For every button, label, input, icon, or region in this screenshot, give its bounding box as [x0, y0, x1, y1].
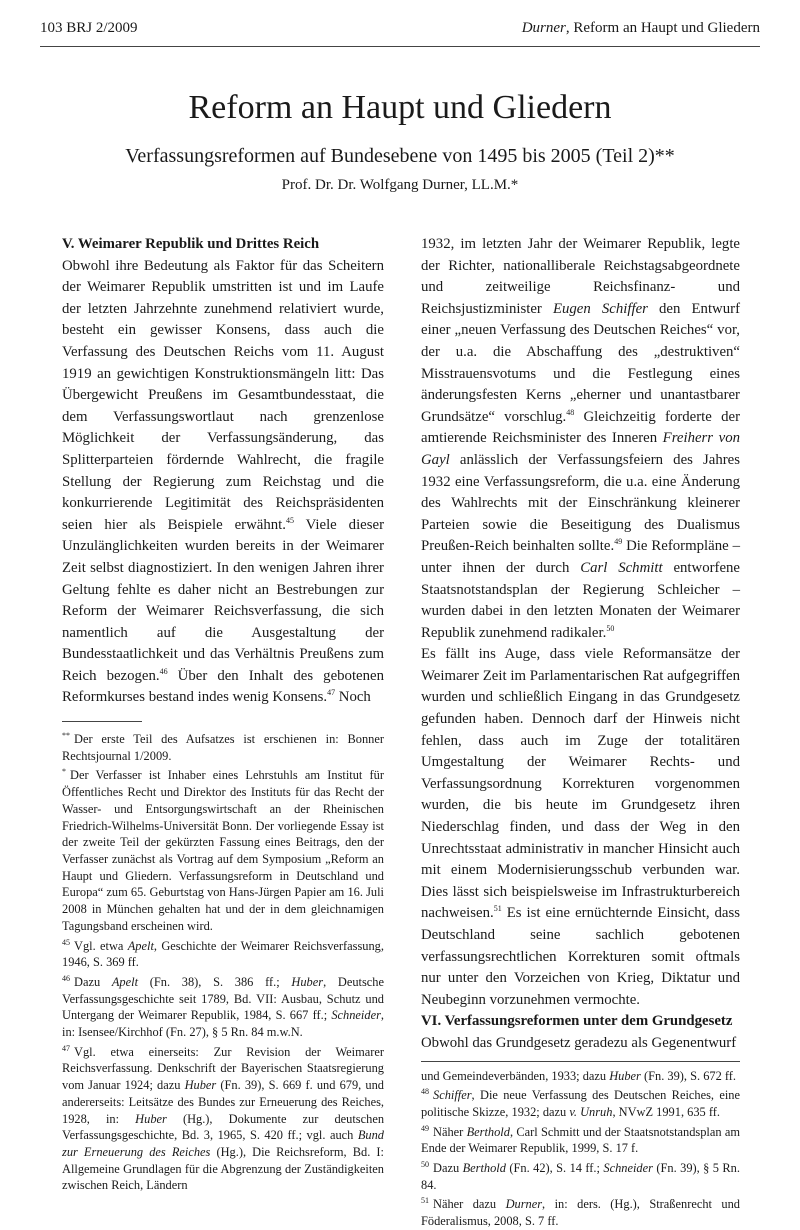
footnote: ** Der erste Teil des Aufsatzes ist erschienen in: Bonner Rechtsjournal 1/2009.: [62, 731, 384, 763]
name-schmitt: Carl Schmitt: [580, 559, 663, 576]
footnote-ref[interactable]: 48: [566, 407, 575, 417]
section-heading-vi: VI. Verfassungsreformen unter dem Grundgesetz: [421, 1013, 733, 1030]
footnote-49: $^{49}$ Näher Berthold, Carl Schmitt und der Staatsnotstandsplan am Ende der Weimarer Republik, 1999, S. 17 f.: [421, 1123, 740, 1156]
name-gayl: Freiherr von Gayl: [421, 430, 740, 468]
footnote-50: $^{50}$ Dazu Berthold (Fn. 42), S. 14 ff.; Schneider (Fn. 39), § 5 Rn. 84.: [421, 1160, 740, 1192]
footnote-ref[interactable]: 49: [614, 537, 623, 547]
body-paragraph-1: Obwohl ihre Bedeutung als Faktor für das Scheitern der Weimarer Republik umstritten ist und im Laufe der letzten Jahrzehnte zunehmend relativiert wurde, besteht ein gewisser Konsens, dass auch die Verfassung des Deutschen Reichs vom 11. August 1919 an gewichtigen Konstruktionsmängeln litt: Das Übergewicht Preußens im Gesamtbundesstaat, die dem Verfassungswortlaut nach grenzenlose Möglichkeit der Verfassungsänderung, das Splitterparteien fördernde Wahlrecht, die fragile Stellung der Regierung zum Reichstag und die konkurrierende Legitimität des Reichspräsidenten seien hier als Beispiele erwähnt.$^{45}$ Viele dieser Unzulänglichkeiten wurden bereits in der Weimarer Zeit selbst diagnostiziert. In den wenigen Jahren ihrer Geltung fehlte es daher nicht an Bestrebungen zur Reform der Weimarer Reichsverfassung, die sich namentlich auf die Ausgestaltung der Bundesstaatlichkeit und das Verhältnis Preußens zum Reich bezogen.$^{46}$ Über den Inhalt des gebotenen Reformkurses bestand indes wenig Konsens.$^{47}$ Noch: [62, 257, 384, 706]
footnote-ref[interactable]: 47: [327, 688, 336, 698]
header-short-title: , Reform an Haupt und Gliedern: [565, 20, 760, 36]
header-article: [522, 20, 760, 37]
footnote-rule: [62, 721, 142, 722]
footnote-51: $^{51}$ Näher dazu Durner, in: ders. (Hg.), Straßenrecht und Föderalismus, 2008, S. 7 ff.: [421, 1196, 740, 1229]
footnote-rule: [421, 1061, 740, 1062]
footnote-47-cont: und Gemeindeverbänden, 1933; dazu Huber (Fn. 39), S. 672 ff.: [421, 1068, 737, 1083]
footnote-ref[interactable]: 50: [606, 623, 615, 633]
header-author: Durner: [521, 20, 566, 36]
footnote: * Der Verfasser ist Inhaber eines Lehrstuhls am Institut für Öffentliches Recht und Direktor des Instituts für das Recht der Wasser- und Entsorgungswirtschaft an der Rheinischen Friedrich-Wilhelms-Universität Bonn. Der vorliegende Essay ist der zweite Teil der gekürzten Fassung eines Beitrags, den der Verfasser zunächst als Vortrag auf dem Symposium „Reform an Haupt und Gliedern. Verfassungsreform in Deutschland und Europa“ zum 65. Geburtstag von Hans-Jürgen Papier am 16. Juli 2008 in München gehalten hat und der in dem gleichnamigen Tagungsband erscheinen wird.: [62, 767, 384, 933]
article-subtitle: Verfassungsreformen auf Bundesebene von 1495 bis 2005 (Teil 2)**: [125, 145, 675, 167]
section-heading-v: V. Weimarer Republik und Drittes Reich: [62, 236, 320, 252]
footnote-ref[interactable]: 45: [285, 515, 294, 525]
footnote-48: $^{48}$ Schiffer, Die neue Verfassung des Deutschen Reiches, eine politische Skizze, 1932; dazu v. Unruh, NVwZ 1991, 635 ff.: [421, 1087, 740, 1119]
body-paragraph-4: Obwohl das Grundgesetz geradezu als Gegenentwurf: [421, 1034, 737, 1051]
footnote-47: $^{47}$ Vgl. etwa einerseits: Zur Revision der Weimarer Reichsverfassung. Denkschrift der Bayerischen Staatsregierung vom Januar 1924; dazu Huber (Fn. 39), S. 669 f. und 679, und andererseits: Leitsätze des Bundes zur Erneuerung des Reiches, 1928, in: Huber (Hg.), Dokumente zur deutschen Verfassungsgeschichte, Bd. 3, 1965, S. 420 ff.; vgl. auch Bund zur Erneuerung des Reiches (Hg.), Die Reichsreform, Bd. I: Allgemeine Grundlagen für die Abgrenzung der Zuständigkeiten zwischen Reich, Ländern: [62, 1043, 385, 1193]
footnote-45: $^{45}$ Vgl. etwa Apelt, Geschichte der Weimarer Reichsverfassung, 1946, S. 369 ff.: [62, 937, 384, 970]
footnote-ref[interactable]: 46: [159, 666, 168, 676]
right-column: [421, 234, 740, 1230]
name-schiffer: Eugen Schiffer: [552, 300, 648, 317]
footnote-46: $^{46}$ Dazu Apelt (Fn. 38), S. 386 ff.; Huber, Deutsche Verfassungsgeschichte seit 1789, Bd. VII: Ausbau, Schutz und Untergang der Weimarer Republik, 1984, S. 667 ff.; Schneider, in: Isensee/Kirchhof (Fn. 27), § 5 Rn. 84 m.w.N.: [62, 973, 384, 1040]
body-paragraph-3: Es fällt ins Auge, dass viele Reformansätze der Weimarer Zeit im Parlamentarischen Rat aufgegriffen wurden und schließlich Eingang in das Grundgesetz gefunden haben. Dennoch darf der Hinweis nicht fehlen, dass auch im Zuge der totalitären Umgestaltung der Weimarer Rechts- und Verfassungsordnung Korrekturen vorgenommen wurden, die bis heute im Grundgesetz ihren Niederschlag finden, und dass der Weg in den Unrechtsstaat administrativ in mancher Hinsicht auch mit einem Modernisierungsschub verbunden war. Dies lässt sich beispielsweise im Infrastrukturbereich nachweisen.$^{51}$ Es ist eine ernüchternde Einsicht, dass Deutschland seine sachlich gebotenen verfassungsrechtlichen Korrekturen somit oftmals nur unter den Vorzeichen von Krieg, Diktatur und Neubeginn vorzunehmen vermochte.: [421, 646, 740, 1008]
article-author: Prof. Dr. Dr. Wolfgang Durner, LL.M.*: [281, 177, 519, 193]
header-issue: 103 BRJ 2/2009: [40, 20, 138, 36]
footnote-ref[interactable]: 51: [493, 904, 502, 914]
left-column: [62, 234, 384, 1194]
header-rule: [40, 46, 760, 47]
article-title: Reform an Haupt und Gliedern: [188, 89, 612, 126]
running-header: [40, 14, 760, 44]
body-paragraph-2: 1932, im letzten Jahr der Weimarer Republik, legte der Richter, nationalliberale Reichstagsabgeordnete und zeitweilige Reichsfinanz- und Reichsjustizminister Eugen Schiffer den Entwurf einer „neuen Verfassung des Deutschen Reiches“ vor, der u.a. die Abschaffung des „destruktiven“ Misstrauensvotums und die Festlegung eines änderungsfesten Kerns „eherner und unantastbarer Grundsätze“ vorschlug.$^{48}$ Gleichzeitig forderte der amtierende Reichsminister des Inneren Freiherr von Gayl anlässlich der Verfassungsfeiern des Jahres 1932 eine Verfassungsreform, die u.a. eine Änderung des Wahlrechts mit der Einschränkung kleinerer Parteien sowie die Beseitigung des Dualismus Preußen-Reich beinhalten sollte.$^{49}$ Die Reformpläne – unter ihnen der durch Carl Schmitt entworfene Staatsnotstandsplan der Regierung Schleicher – wurden dabei in den letzten Monaten der Weimarer Republik zunehmend radikaler.$^{50}$: [421, 236, 740, 641]
